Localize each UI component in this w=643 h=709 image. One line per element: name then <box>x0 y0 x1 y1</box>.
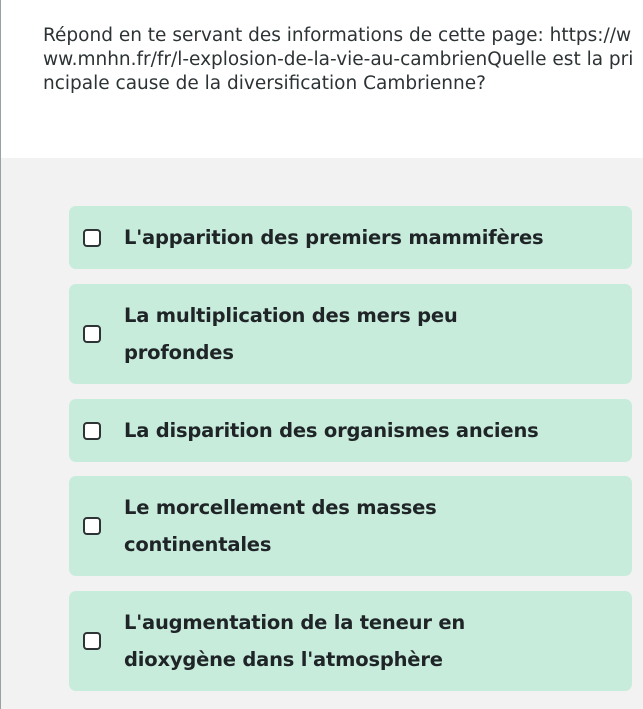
option-morcellement-masses[interactable] <box>69 476 632 576</box>
option-label: L'apparition des premiers mammifères <box>124 226 544 249</box>
option-label: La multiplication des mers peu profondes <box>124 304 458 364</box>
checkbox[interactable] <box>83 229 101 247</box>
option-multiplication-mers[interactable] <box>69 284 632 384</box>
option-label: La disparition des organismes anciens <box>124 419 539 442</box>
option-augmentation-dioxygene[interactable] <box>69 591 632 691</box>
option-apparition-mammiferes[interactable] <box>69 206 632 269</box>
question-panel <box>0 0 643 158</box>
option-disparition-organismes[interactable] <box>69 399 632 462</box>
answers-panel <box>0 158 643 709</box>
question-text: Répond en te servant des informations de cette page: https://www.mnhn.fr/fr/l-explosion-de-la-vie-au-cambrienQuelle est la principale cause de la diversification Cambrienne? <box>43 25 634 94</box>
checkbox[interactable] <box>83 517 101 535</box>
option-label: Le morcellement des masses continentales <box>124 496 437 556</box>
checkbox[interactable] <box>83 422 101 440</box>
checkbox[interactable] <box>83 632 101 650</box>
checkbox[interactable] <box>83 325 101 343</box>
option-label: L'augmentation de la teneur en dioxygène dans l'atmosphère <box>124 611 466 671</box>
